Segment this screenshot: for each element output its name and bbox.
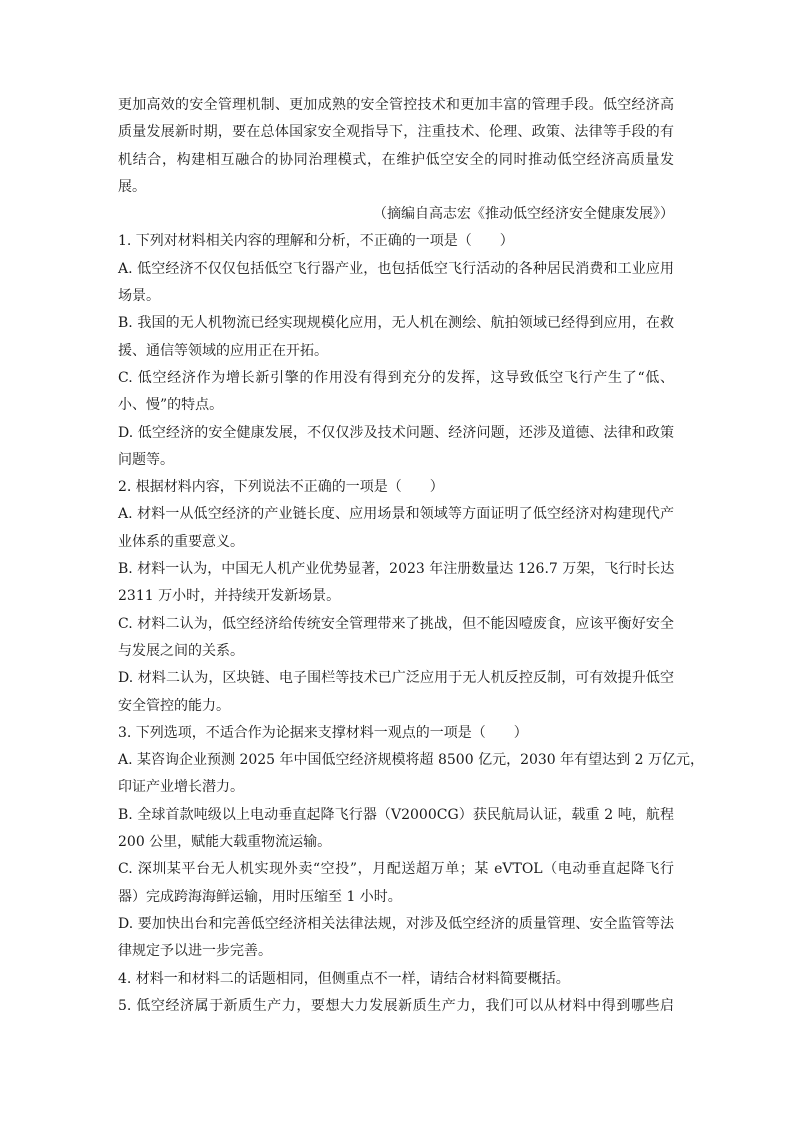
passage-line: 展。 xyxy=(118,178,146,195)
option-c: C. 低空经济作为增长新引擎的作用没有得到充分的发挥，这导致低空飞行产生了“低、 xyxy=(118,369,674,386)
passage-line: 机结合，构建相互融合的协同治理模式，在维护低空安全的同时推动低空经济高质量发 xyxy=(118,151,674,168)
option-d-cont: 问题等。 xyxy=(118,451,174,468)
option-b: B. 全球首款吨级以上电动垂直起降飞行器（V2000CG）获民航局认证，载重 2 吨，航程 xyxy=(118,806,674,823)
passage-source: （摘编自高志宏《推动低空经济安全健康发展》） xyxy=(373,206,674,223)
option-a-cont: 业体系的重要意义。 xyxy=(118,533,244,550)
option-b: B. 材料一认为，中国无人机产业优势显著，2023 年注册数量达 126.7 万架，飞行时长达 xyxy=(118,561,675,578)
option-c-cont: 器）完成跨海海鲜运输，用时压缩至 1 小时。 xyxy=(118,888,402,905)
document-page xyxy=(118,92,704,1020)
option-d: D. 材料二认为，区块链、电子围栏等技术已广泛应用于无人机反控反制，可有效提升低空 xyxy=(118,670,674,687)
question-5 xyxy=(118,993,674,1020)
question-4 xyxy=(118,966,674,993)
option-c-cont: 与发展之间的关系。 xyxy=(118,642,244,659)
option-d-cont: 安全管控的能力。 xyxy=(118,697,230,714)
option-d: D. 要加快出台和完善低空经济相关法律法规，对涉及低空经济的质量管理、安全监管等法 xyxy=(118,915,674,932)
option-b: B. 我国的无人机物流已经实现规模化应用，无人机在测绘、航拍领域已经得到应用，在救 xyxy=(118,315,674,332)
question-stem: 2. 根据材料内容，下列说法不正确的一项是（ ） xyxy=(118,479,444,496)
option-c: C. 材料二认为，低空经济给传统安全管理带来了挑战，但不能因噎废食，应该平衡好安全 xyxy=(118,615,674,632)
option-c-cont: 小、慢”的特点。 xyxy=(118,397,224,414)
option-c: C. 深圳某平台无人机实现外卖“空投”，月配送超万单；某 eVTOL（电动垂直起降飞行 xyxy=(118,861,674,878)
option-b-cont: 200 公里，赋能大载重物流运输。 xyxy=(118,834,332,851)
question-2 xyxy=(118,474,674,720)
option-b-cont: 2311 万小时，并持续开发新场景。 xyxy=(118,588,341,605)
question-stem: 4. 材料一和材料二的话题相同，但侧重点不一样，请结合材料简要概括。 xyxy=(118,970,570,987)
question-stem: 3. 下列选项，不适合作为论据来支撑材料一观点的一项是（ ） xyxy=(118,724,528,741)
option-a: A. 材料一从低空经济的产业链长度、应用场景和领域等方面证明了低空经济对构建现代产 xyxy=(118,506,674,523)
option-a-cont: 场景。 xyxy=(118,288,160,305)
option-a: A. 某咨询企业预测 2025 年中国低空经济规模将超 8500 亿元，2030 年有望达到 2 万亿元， xyxy=(118,752,704,769)
passage-ending xyxy=(118,92,674,228)
option-b-cont: 援、通信等领域的应用正在开拓。 xyxy=(118,342,328,359)
option-d-cont: 律规定予以进一步完善。 xyxy=(118,943,272,960)
option-a-cont: 印证产业增长潜力。 xyxy=(118,779,244,796)
question-stem: 5. 低空经济属于新质生产力，要想大力发展新质生产力，我们可以从材料中得到哪些启 xyxy=(118,997,674,1014)
option-d: D. 低空经济的安全健康发展，不仅仅涉及技术问题、经济问题，还涉及道德、法律和政策 xyxy=(118,424,674,441)
question-1 xyxy=(118,228,674,474)
question-stem: 1. 下列对材料相关内容的理解和分析，不正确的一项是（ ） xyxy=(118,233,514,250)
question-3 xyxy=(118,720,704,966)
option-a: A. 低空经济不仅仅包括低空飞行器产业，也包括低空飞行活动的各种居民消费和工业应用 xyxy=(118,260,674,277)
passage-line: 质量发展新时期，要在总体国家安全观指导下，注重技术、伦理、政策、法律等手段的有 xyxy=(118,124,674,141)
passage-line: 更加高效的安全管理机制、更加成熟的安全管控技术和更加丰富的管理手段。低空经济高 xyxy=(118,97,674,113)
